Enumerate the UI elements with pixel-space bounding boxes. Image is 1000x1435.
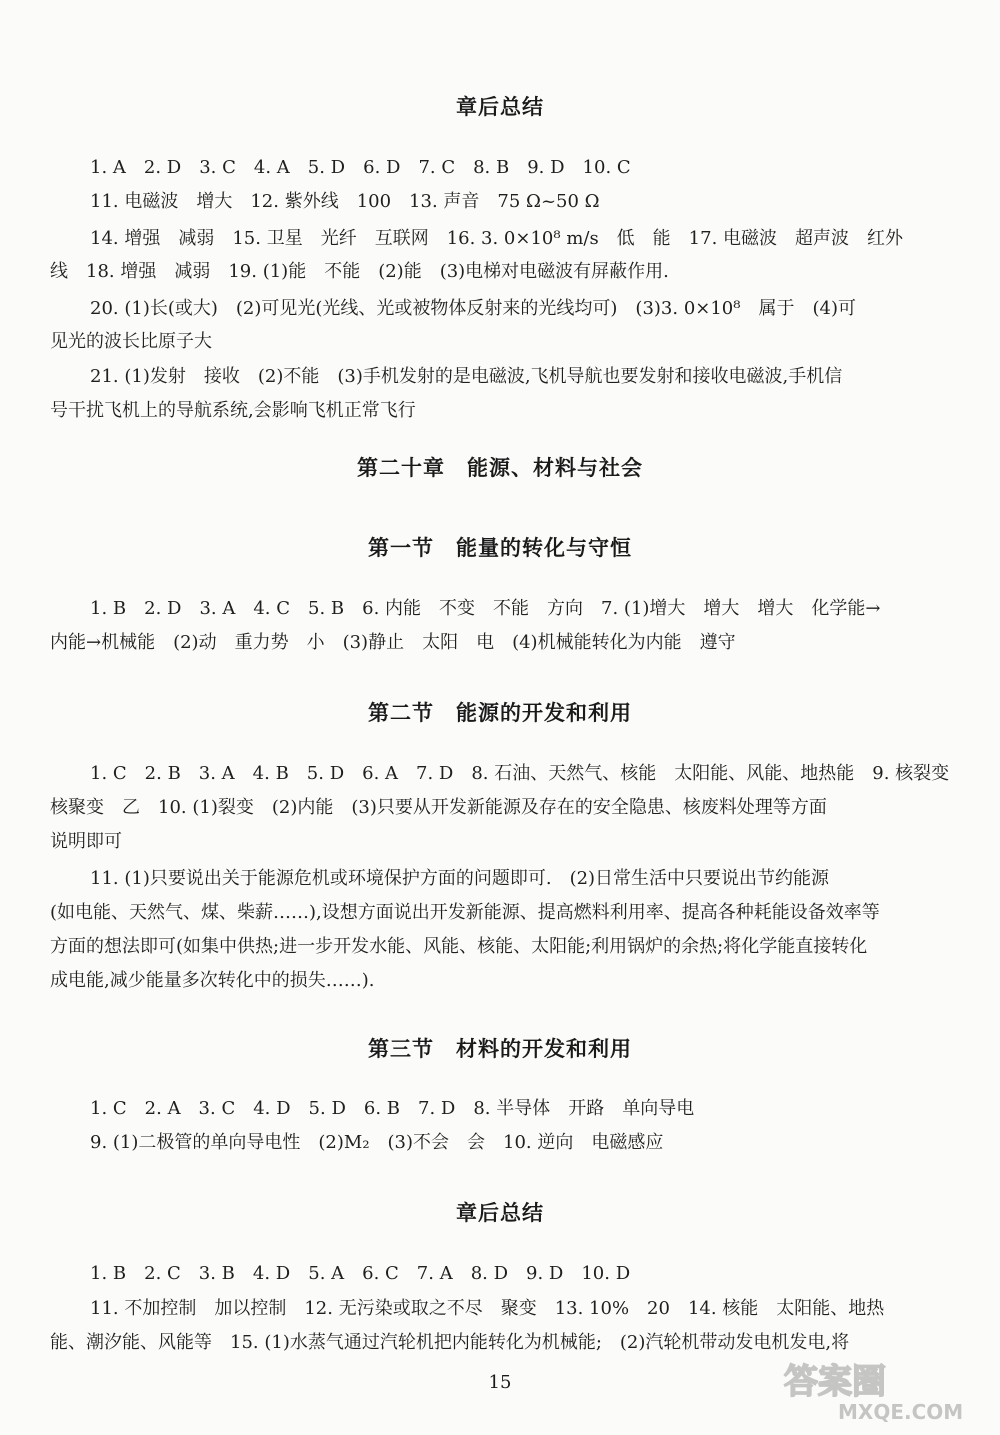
watermark-url: MXQE.COM <box>838 1400 964 1424</box>
answer-line: 方面的想法即可(如集中供热;进一步开发水能、风能、核能、太阳能;利用锅炉的余热;将化学能直接转化 <box>50 936 868 957</box>
answer-line: 9. (1)二极管的单向导电性 (2)M₂ (3)不会 会 10. 逆向 电磁感应 <box>90 1132 664 1153</box>
answer-line: 核聚变 乙 10. (1)裂变 (2)内能 (3)只要从开发新能源及存在的安全隐患、核废料处理等方面 <box>50 797 827 818</box>
chapter-summary-heading-2: 章后总结 <box>456 1201 544 1225</box>
answer-line: 号干扰飞机上的导航系统,会影响飞机正常飞行 <box>50 400 416 421</box>
section-1-title: 第一节 能量的转化与守恒 <box>368 536 632 560</box>
answer-line: 说明即可 <box>50 831 122 852</box>
watermark-logo-text: 答案圈 <box>784 1362 886 1402</box>
answer-line: 14. 增强 减弱 15. 卫星 光纤 互联网 16. 3. 0×10⁸ m/s 低 能 17. 电磁波 超声波 红外 <box>90 228 904 249</box>
chapter-summary-heading: 章后总结 <box>456 95 544 119</box>
chapter-title: 第二十章 能源、材料与社会 <box>357 456 643 480</box>
watermark-logo <box>776 1357 986 1425</box>
answer-line: 1. A 2. D 3. C 4. A 5. D 6. D 7. C 8. B 9. D 10. C <box>90 157 631 178</box>
answer-line: 1. B 2. C 3. B 4. D 5. A 6. C 7. A 8. D 9. D 10. D <box>90 1263 631 1284</box>
section-2-title: 第二节 能源的开发和利用 <box>368 701 632 725</box>
page-number: 15 <box>488 1372 512 1393</box>
answer-line: 1. B 2. D 3. A 4. C 5. B 6. 内能 不变 不能 方向 7. (1)增大 增大 增大 化学能→ <box>90 598 881 619</box>
answer-line: 20. (1)长(或大) (2)可见光(光线、光或被物体反射来的光线均可) (3)3. 0×10⁸ 属于 (4)可 <box>90 298 856 319</box>
answer-line: 见光的波长比原子大 <box>50 331 212 352</box>
answer-line: 1. C 2. A 3. C 4. D 5. D 6. B 7. D 8. 半导体 开路 单向导电 <box>90 1098 695 1119</box>
answer-line: 11. 电磁波 增大 12. 紫外线 100 13. 声音 75 Ω~50 Ω <box>90 191 600 212</box>
answer-line: 11. 不加控制 加以控制 12. 无污染或取之不尽 聚变 13. 10% 20 14. 核能 太阳能、地热 <box>90 1298 885 1319</box>
answer-line: 成电能,减少能量多次转化中的损失……). <box>50 970 375 991</box>
answer-line: 21. (1)发射 接收 (2)不能 (3)手机发射的是电磁波,飞机导航也要发射和接收电磁波,手机信 <box>90 366 843 387</box>
answer-line: 11. (1)只要说出关于能源危机或环境保护方面的问题即可. (2)日常生活中只要说出节约能源 <box>90 868 830 889</box>
answer-line: 线 18. 增强 减弱 19. (1)能 不能 (2)能 (3)电梯对电磁波有屏蔽作用. <box>50 261 669 282</box>
answer-line: 1. C 2. B 3. A 4. B 5. D 6. A 7. D 8. 石油、天然气、核能 太阳能、风能、地热能 9. 核裂变 <box>90 763 950 784</box>
answer-line: (如电能、天然气、煤、柴薪……),设想方面说出开发新能源、提高燃料利用率、提高各种耗能设备效率等 <box>50 902 880 923</box>
section-3-title: 第三节 材料的开发和利用 <box>368 1037 632 1061</box>
answer-line: 能、潮汐能、风能等 15. (1)水蒸气通过汽轮机把内能转化为机械能; (2)汽轮机带动发电机发电,将 <box>50 1332 850 1353</box>
answer-line: 内能→机械能 (2)动 重力势 小 (3)静止 太阳 电 (4)机械能转化为内能 遵守 <box>50 632 736 653</box>
